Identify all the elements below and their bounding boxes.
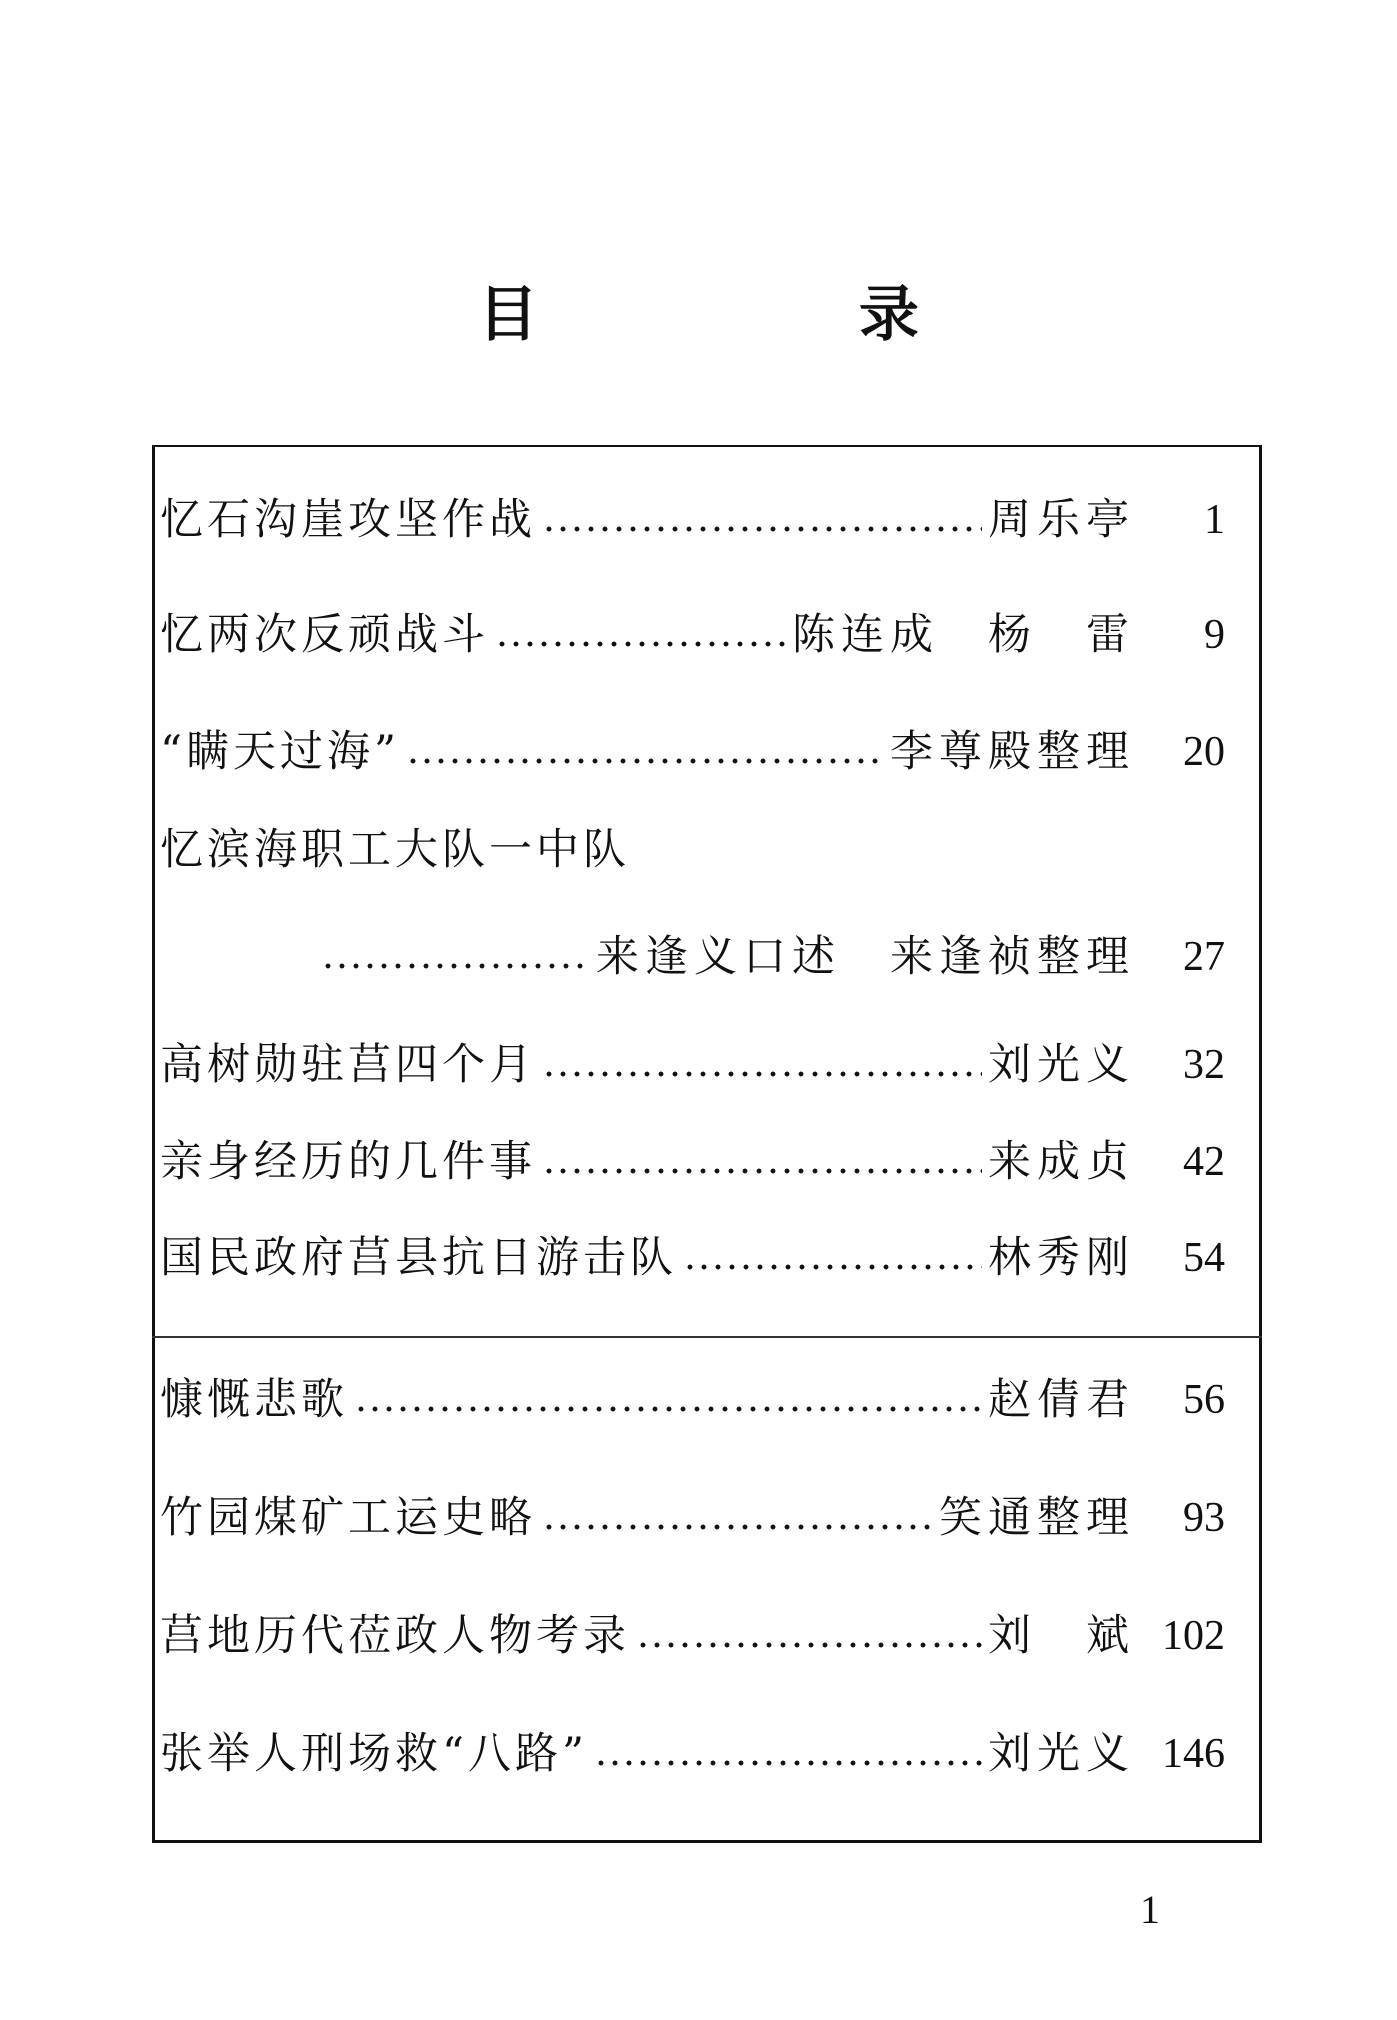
dot-leader	[542, 1523, 933, 1531]
entry-author: 赵倩君	[988, 1375, 1135, 1425]
entry-title: 莒地历代莅政人物考录	[160, 1611, 630, 1661]
page-number: 1	[1140, 1887, 1160, 1932]
toc-entry	[160, 1370, 1225, 1430]
entry-author: 林秀刚	[988, 1233, 1135, 1283]
dot-leader	[542, 1070, 982, 1078]
entry-author: 李尊殿整理	[890, 727, 1135, 777]
entry-author: 来成贞	[988, 1137, 1135, 1187]
toc-entry	[160, 605, 1225, 665]
dot-leader	[321, 962, 590, 970]
dot-leader	[406, 757, 884, 765]
entry-author: 来逢义口述 来逢祯整理	[596, 932, 1135, 982]
entry-author: 陈连成 杨 雷	[792, 610, 1135, 660]
entry-page-number: 32	[1183, 1042, 1225, 1088]
entry-title: 慷慨悲歌	[160, 1375, 348, 1425]
entry-page-number: 27	[1183, 934, 1225, 980]
toc-entry	[160, 722, 1225, 782]
entry-title: 国民政府莒县抗日游击队	[160, 1233, 677, 1283]
entry-author: 刘 斌	[988, 1611, 1135, 1661]
entry-page-number: 9	[1204, 612, 1225, 658]
entry-title: 忆石沟崖攻坚作战	[160, 495, 536, 545]
entry-title: 忆两次反顽战斗	[160, 610, 489, 660]
dot-leader	[495, 640, 786, 648]
entry-page-number: 146	[1162, 1731, 1225, 1777]
dot-leader	[542, 1167, 982, 1175]
entry-title: 高树勋驻莒四个月	[160, 1040, 536, 1090]
dot-leader	[594, 1759, 982, 1767]
entry-author: 周乐亭	[988, 495, 1135, 545]
entry-page-number: 20	[1183, 729, 1225, 775]
entry-title: 张举人刑场救“八路”	[160, 1729, 588, 1779]
entry-page-number: 56	[1183, 1377, 1225, 1423]
entry-author: 刘光义	[988, 1040, 1135, 1090]
toc-entry	[160, 1606, 1225, 1666]
entry-title: 忆滨海职工大队一中队	[160, 825, 630, 875]
dot-leader	[354, 1405, 982, 1413]
entry-page-number: 93	[1183, 1495, 1225, 1541]
entry-page-number: 54	[1183, 1235, 1225, 1281]
toc-entry	[160, 1724, 1225, 1784]
page-title: 目 录	[478, 280, 1069, 350]
toc-entry	[160, 1228, 1225, 1288]
entry-title: 亲身经历的几件事	[160, 1137, 536, 1187]
entry-page-number: 1	[1204, 497, 1225, 543]
toc-entry	[160, 490, 1225, 550]
toc-entry	[160, 1132, 1225, 1192]
entry-page-number: 42	[1183, 1139, 1225, 1185]
entry-page-number: 102	[1162, 1613, 1225, 1659]
toc-entry-continued	[160, 927, 1225, 987]
dot-leader	[636, 1641, 982, 1649]
entry-title: “瞒天过海”	[160, 727, 400, 777]
entry-author: 笑通整理	[939, 1493, 1135, 1543]
toc-divider	[152, 1336, 1262, 1338]
toc-entry	[160, 1035, 1225, 1095]
entry-title: 竹园煤矿工运史略	[160, 1493, 536, 1543]
dot-leader	[683, 1263, 982, 1271]
toc-entry	[160, 1488, 1225, 1548]
entry-author: 刘光义	[988, 1729, 1135, 1779]
dot-leader	[542, 525, 982, 533]
toc-entry	[160, 820, 1225, 880]
